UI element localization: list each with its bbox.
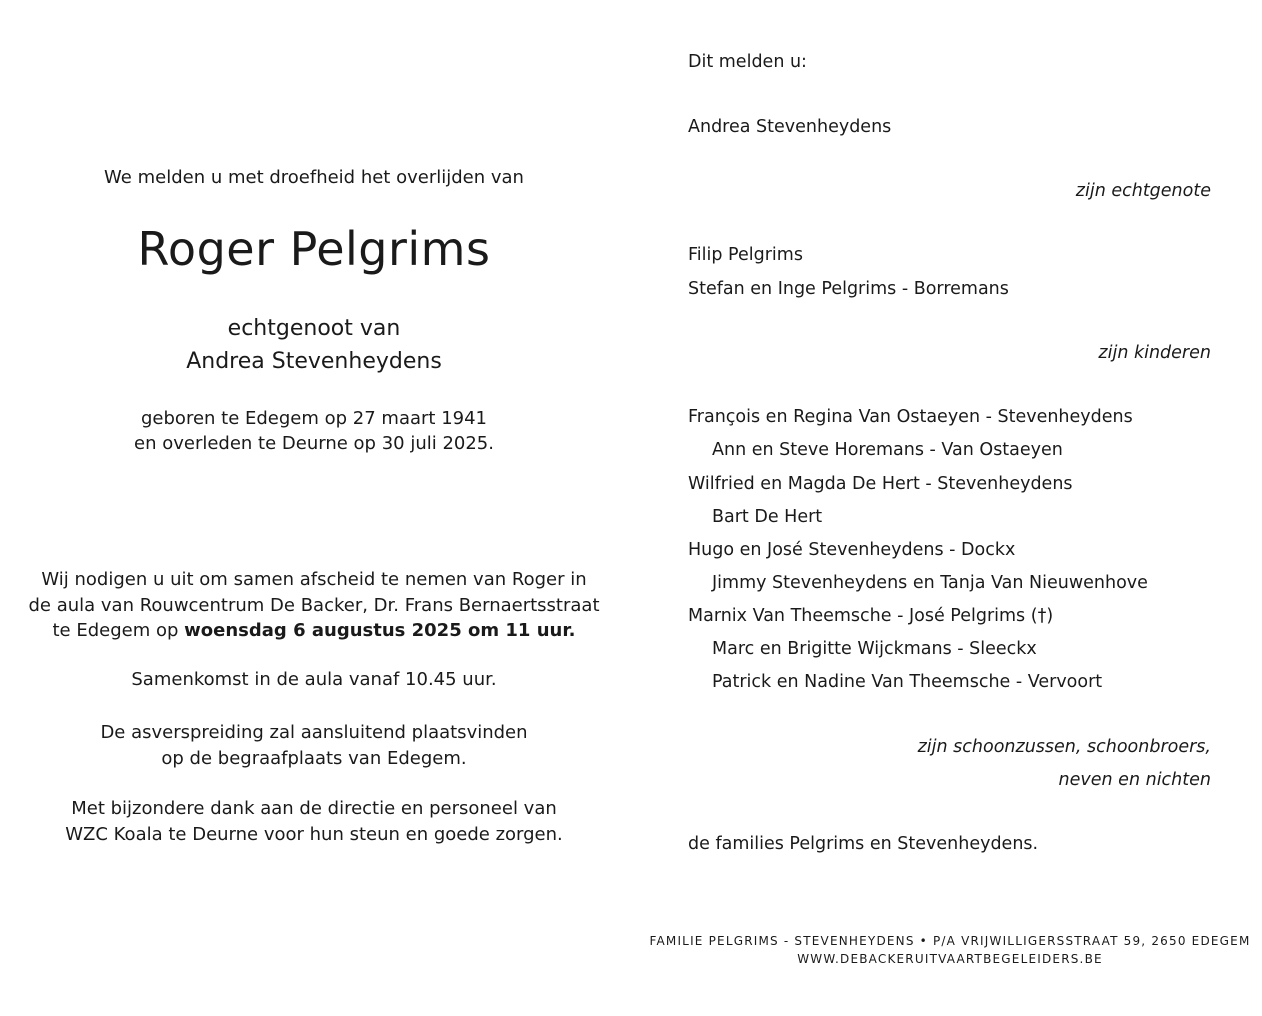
family-entry: Hugo en José Stevenheydens - Dockx bbox=[688, 540, 1016, 560]
footer-address: FAMILIE PELGRIMS - STEVENHEYDENS • P/A VRIJWILLIGERSSTRAAT 59, 2650 EDEGEM bbox=[649, 934, 1251, 948]
family-relation-line-2: neven en nichten bbox=[1058, 770, 1211, 790]
invite-line-3 bbox=[0, 618, 628, 644]
children-relation: zijn kinderen bbox=[1098, 343, 1211, 363]
spouse-block bbox=[0, 312, 628, 378]
left-panel bbox=[0, 0, 628, 1016]
family-subentry: Ann en Steve Horemans - Van Ostaeyen bbox=[712, 440, 1063, 460]
thanks-line-1: Met bijzondere dank aan de directie en personeel van bbox=[71, 798, 557, 819]
spouse-name: Andrea Stevenheydens bbox=[186, 349, 442, 374]
family-entry: Wilfried en Magda De Hert - Stevenheydens bbox=[688, 474, 1073, 494]
gathering-text: Samenkomst in de aula vanaf 10.45 uur. bbox=[131, 669, 497, 690]
footer-website: WWW.DEBACKERUITVAARTBEGELEIDERS.BE bbox=[797, 952, 1103, 966]
thanks-line-2: WZC Koala te Deurne voor hun steun en goede zorgen. bbox=[65, 823, 563, 845]
child-entry: Stefan en Inge Pelgrims - Borremans bbox=[688, 279, 1009, 299]
death-line: en overleden te Deurne op 30 juli 2025. bbox=[134, 433, 494, 454]
families-signoff: de families Pelgrims en Stevenheydens. bbox=[688, 834, 1039, 854]
family-entry: Marnix Van Theemsche - José Pelgrims (†) bbox=[688, 606, 1054, 626]
thanks-block bbox=[0, 796, 628, 847]
scatter-line-2: op de begraafplaats van Edegem. bbox=[161, 747, 467, 769]
invite-line-2: de aula van Rouwcentrum De Backer, Dr. Frans Bernaertsstraat bbox=[28, 594, 600, 616]
family-subentry: Patrick en Nadine Van Theemsche - Vervoort bbox=[712, 672, 1103, 692]
spouse-label: echtgenoot van bbox=[227, 316, 401, 341]
birth-line: geboren te Edegem op 27 maart 1941 bbox=[141, 408, 487, 429]
family-subentry: Bart De Hert bbox=[712, 507, 823, 527]
dates-block bbox=[0, 406, 628, 456]
deceased-name: Roger Pelgrims bbox=[137, 222, 491, 276]
announcement-heading: Dit melden u: bbox=[688, 52, 807, 72]
ceremony-datetime: woensdag 6 augustus 2025 om 11 uur. bbox=[184, 620, 576, 641]
spouse-relation: zijn echtgenote bbox=[1075, 181, 1211, 201]
invite-line-3-prefix: te Edegem op bbox=[52, 620, 185, 641]
child-entry: Filip Pelgrims bbox=[688, 245, 803, 265]
family-subentry: Marc en Brigitte Wijckmans - Sleeckx bbox=[712, 639, 1037, 659]
family-relation-line-1: zijn schoonzussen, schoonbroers, bbox=[917, 737, 1211, 757]
intro-text: We melden u met droefheid het overlijden van bbox=[104, 167, 524, 188]
invite-line-1: Wij nodigen u uit om samen afscheid te nemen van Roger in bbox=[41, 569, 587, 590]
invitation-block bbox=[0, 567, 628, 644]
family-entry: François en Regina Van Ostaeyen - Stevenheydens bbox=[688, 407, 1133, 427]
scatter-line-1: De asverspreiding zal aansluitend plaatsvinden bbox=[100, 722, 528, 743]
family-subentry: Jimmy Stevenheydens en Tanja Van Nieuwenhove bbox=[712, 573, 1148, 593]
footer bbox=[628, 932, 1262, 968]
spouse-entry: Andrea Stevenheydens bbox=[688, 117, 892, 137]
scattering-block bbox=[0, 720, 628, 771]
